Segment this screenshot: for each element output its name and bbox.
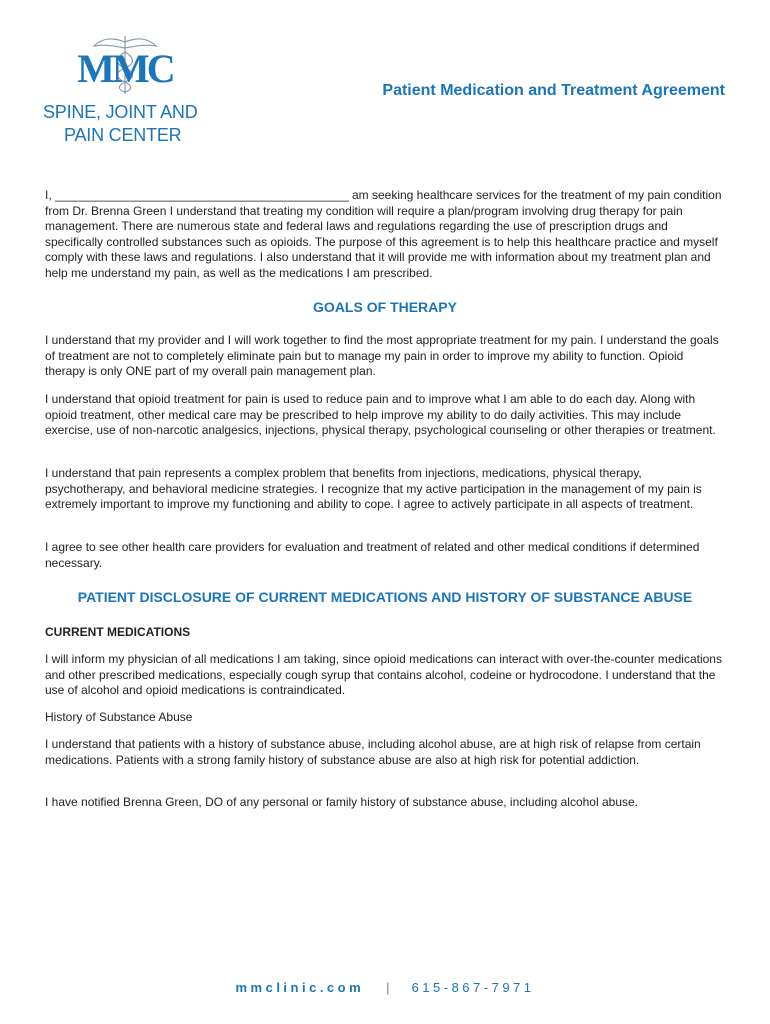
disclosure-heading: PATIENT DISCLOSURE OF CURRENT MEDICATIONS AND HISTORY OF SUBSTANCE ABUSE <box>77 589 693 605</box>
goals-paragraph-4: I agree to see other health care providers for evaluation and treatment of related and other medical conditions if determined necessary. <box>45 540 700 570</box>
footer-separator: | <box>386 980 390 995</box>
current-medications-subheading: CURRENT MEDICATIONS <box>45 625 191 639</box>
medications-paragraph: I will inform my physician of all medications I am taking, since opioid medications can interact with over-the-counter medications and other prescribed medications, especially cough syrup that contains alcohol, codeine or hydrocodone. I understand that the use of alcohol and opioid medications is contraindicated. <box>45 652 722 697</box>
substance-paragraph-2: I have notified Brenna Green, DO of any personal or family history of substance abuse, including alcohol abuse. <box>45 795 639 809</box>
mmc-caduceus-logo-icon <box>70 34 180 96</box>
goals-paragraph-1: I understand that my provider and I will work together to find the most appropriate treatment for my pain. I understand the goals of treatment are not to completely eliminate pain but to manage my pain in order to improve my ability to function. Opioid therapy is only ONE part of my overall pain management plan. <box>45 333 719 378</box>
substance-paragraph-1: I understand that patients with a history of substance abuse, including alcohol abuse, are at high risk of relapse from certain medications. Patients with a strong family history of substance abuse are also at high risk for potential addiction. <box>45 737 701 767</box>
clinic-logo <box>40 34 210 149</box>
footer <box>0 980 770 995</box>
svg-text:MMC: MMC <box>77 46 173 91</box>
document-title: Patient Medication and Treatment Agreement <box>382 82 725 99</box>
goals-heading: GOALS OF THERAPY <box>313 299 457 315</box>
goals-paragraph-2: I understand that opioid treatment for pain is used to reduce pain and to improve what I am able to do each day. Along with opioid treatment, other medical care may be prescribed to help improve my ability to do daily activities. This may include exercise, use of non-narcotic analgesics, injections, physical therapy, psychological counseling or other therapies or treatment. <box>45 392 716 437</box>
intro-paragraph: I, ____________________________________________ am seeking healthcare services for the treatment of my pain condition from Dr. Brenna Green I understand that treating my condition will require a plan/program involving drug therapy for pain management. There are numerous state and federal laws and regulations regarding the use of prescription drugs and specifically controlled substances such as opioids. The purpose of this agreement is to help this healthcare practice and myself comply with these laws and regulations. I also understand that it will provide me with information about my treatment plan and help me understand my pain, as well as the medications I am prescribed. <box>45 188 722 280</box>
goals-paragraph-3: I understand that pain represents a complex problem that benefits from injections, medications, physical therapy, psychotherapy, and behavioral medicine strategies. I recognize that my active participation in the management of my pain is extremely important to improve my functioning and ability to cope. I agree to actively participate in all aspects of treatment. <box>45 466 702 511</box>
logo-text-line1: SPINE, JOINT AND <box>43 102 198 122</box>
logo-text-line2: PAIN CENTER <box>64 125 182 145</box>
substance-history-label: History of Substance Abuse <box>45 710 193 724</box>
website-link[interactable]: mmclinic.com <box>235 980 365 995</box>
phone-number[interactable]: 615-867-7971 <box>411 980 535 995</box>
